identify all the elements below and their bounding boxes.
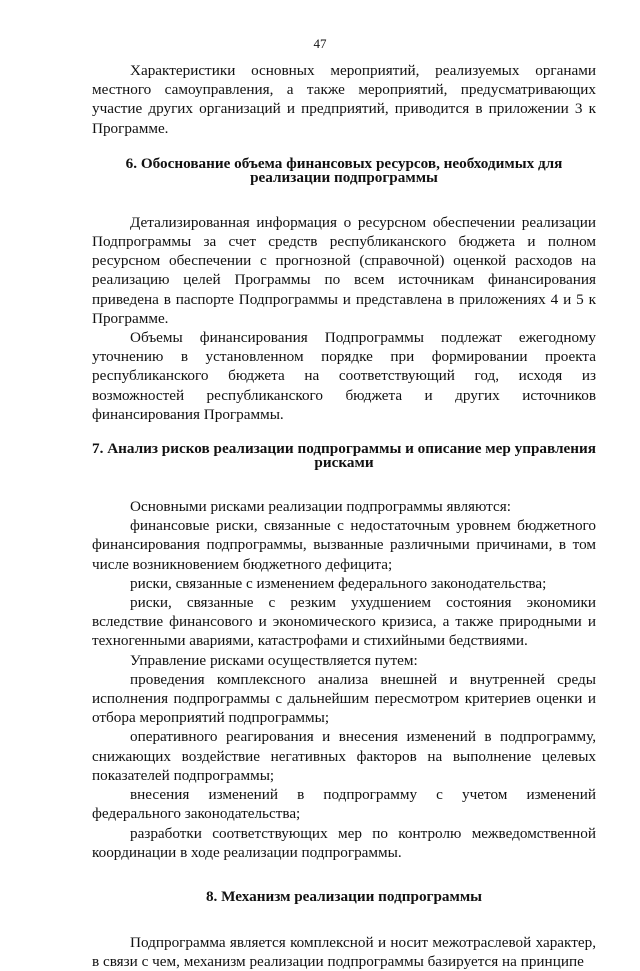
section-8-title: 8. Механизм реализации подпрограммы [205,887,483,905]
section-6-title: 6. Обоснование объема финансовых ресурсов, необходимых для реализации подпрограммы [125,154,563,186]
section-7-title: 7. Анализ рисков реализации подпрограммы и описание мер управления рисками [92,440,596,472]
section-8-paragraph: Подпрограмма является комплексной и носит межотраслевой характер, в связи с чем, механизм реализации подпрограммы базируется на принципе [92,933,596,971]
section-6-heading [92,154,596,186]
section-7-paragraph: разработки соответствующих мер по контролю межведомственной координации в ходе реализации подпрограммы. [92,824,596,861]
section-6-paragraph: Детализированная информация о ресурсном обеспечении реализации Подпрограммы за счет средств республиканского бюджета и полном ресурсном обеспечении с прогнозной (справочной) оценкой расходов на реализацию целей Программы по всем источникам финансирования приведена в паспорте Подпрограммы и представлена в приложениях 4 и 5 к Программе. [92,213,596,327]
section-8-heading [92,887,596,905]
section-7-paragraph: Основными рисками реализации подпрограммы являются: [130,498,511,516]
section-7-paragraph: риски, связанные с резким ухудшением состояния экономики вследствие финансового и экономического кризиса, а также природными и техногенными авариями, катастрофами и стихийными бедствиями. [92,594,596,650]
section-7-paragraph: проведения комплексного анализа внешней и внутренней среды исполнения подпрограммы с дальнейшим пересмотром критериев оценки и отбора мероприятий подпрограммы; [92,670,596,727]
section-7-paragraph: финансовые риски, связанные с недостаточным уровнем бюджетного финансирования подпрограммы, вызванные различными причинами, в том числе возникновением бюджетного дефицита; [92,517,596,573]
section-7-paragraph: Управление рисками осуществляется путем: [130,651,418,669]
page-content [92,61,596,971]
section-7-paragraph: внесения изменений в подпрограмму с учетом изменений федерального законодательства; [92,786,596,823]
section-7-heading [92,442,596,470]
section-6-paragraph: Объемы финансирования Подпрограммы подлежат ежегодному уточнению в установленном порядке при формировании проекта республиканского бюджета на соответствующий год, исходя из возможностей республиканского бюджета и других источников финансирования Программы. [92,329,596,423]
section-7-paragraph: оперативного реагирования и внесения изменений в подпрограмму, снижающих воздействие негативных факторов на выполнение целевых показателей подпрограммы; [92,728,596,784]
section-7-paragraph: риски, связанные с изменением федерального законодательства; [130,574,547,592]
intro-paragraph: Характеристики основных мероприятий, реализуемых органами местного самоуправления, а также мероприятий, предусматривающих участие других организаций и предприятий, приводится в приложении 3 к Программе. [92,62,596,137]
page-number: 47 [313,36,327,51]
